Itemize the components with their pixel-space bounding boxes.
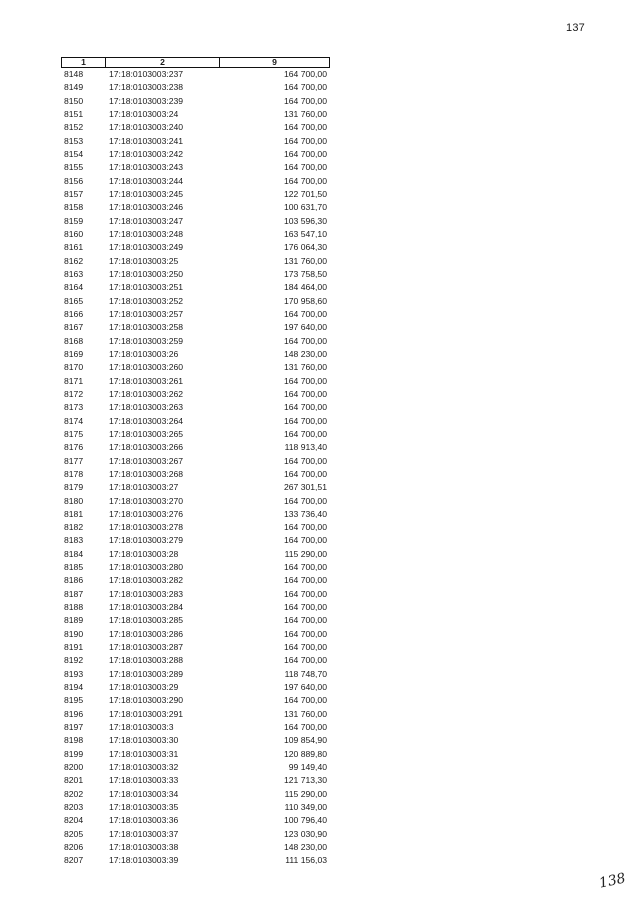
row-number: 8202 xyxy=(64,788,84,799)
table-row xyxy=(61,495,330,508)
row-number: 8172 xyxy=(64,388,84,399)
cadastral-value: 163 547,10 xyxy=(283,228,327,239)
row-number: 8173 xyxy=(64,402,84,413)
cadastral-value: 164 700,00 xyxy=(283,388,327,399)
cadastral-value: 164 700,00 xyxy=(283,415,327,426)
cadastral-value: 267 301,51 xyxy=(283,482,327,493)
table-row xyxy=(61,734,330,747)
cadastral-number: 17:18:0103003:238 xyxy=(109,82,184,93)
row-number: 8200 xyxy=(64,762,84,773)
data-table xyxy=(61,57,330,868)
cadastral-value: 173 758,50 xyxy=(283,268,327,279)
cadastral-number: 17:18:0103003:250 xyxy=(109,268,184,279)
table-row xyxy=(61,255,330,268)
row-number: 8203 xyxy=(64,802,84,813)
row-number: 8174 xyxy=(64,415,84,426)
cadastral-number: 17:18:0103003:249 xyxy=(109,242,184,253)
table-row xyxy=(61,361,330,374)
cadastral-value: 131 760,00 xyxy=(283,708,327,719)
header-col-2: 2 xyxy=(106,58,220,67)
cadastral-number: 17:18:0103003:265 xyxy=(109,428,184,439)
row-number: 8171 xyxy=(64,375,84,386)
cadastral-number: 17:18:0103003:264 xyxy=(109,415,184,426)
cadastral-value: 121 713,30 xyxy=(283,775,327,786)
cadastral-value: 115 290,00 xyxy=(284,548,327,559)
table-row xyxy=(61,801,330,814)
cadastral-value: 164 700,00 xyxy=(283,468,327,479)
cadastral-number: 17:18:0103003:237 xyxy=(109,69,184,79)
cadastral-value: 164 700,00 xyxy=(283,175,327,186)
cadastral-number: 17:18:0103003:29 xyxy=(109,682,179,693)
row-number: 8148 xyxy=(64,69,84,79)
cadastral-number: 17:18:0103003:288 xyxy=(109,655,184,666)
table-row xyxy=(61,641,330,654)
row-number: 8186 xyxy=(64,575,84,586)
cadastral-number: 17:18:0103003:243 xyxy=(109,162,184,173)
row-number: 8158 xyxy=(64,202,84,213)
cadastral-number: 17:18:0103003:289 xyxy=(109,668,184,679)
table-row xyxy=(61,228,330,241)
cadastral-number: 17:18:0103003:24 xyxy=(109,108,179,119)
row-number: 8182 xyxy=(64,522,84,533)
table-row xyxy=(61,188,330,201)
row-number: 8189 xyxy=(64,615,84,626)
cadastral-value: 120 889,80 xyxy=(283,748,327,759)
cadastral-number: 17:18:0103003:25 xyxy=(109,255,179,266)
cadastral-number: 17:18:0103003:263 xyxy=(109,402,184,413)
cadastral-number: 17:18:0103003:290 xyxy=(109,695,184,706)
page-number: 137 xyxy=(566,22,585,34)
cadastral-number: 17:18:0103003:241 xyxy=(109,135,184,146)
cadastral-value: 197 640,00 xyxy=(283,682,327,693)
cadastral-value: 115 290,00 xyxy=(284,788,327,799)
cadastral-value: 184 464,00 xyxy=(283,282,327,293)
cadastral-number: 17:18:0103003:244 xyxy=(109,175,184,186)
table-row xyxy=(61,468,330,481)
table-row xyxy=(61,548,330,561)
table-row xyxy=(61,668,330,681)
table-row xyxy=(61,335,330,348)
cadastral-number: 17:18:0103003:260 xyxy=(109,362,184,373)
table-row xyxy=(61,81,330,94)
cadastral-value: 197 640,00 xyxy=(283,322,327,333)
cadastral-number: 17:18:0103003:240 xyxy=(109,122,184,133)
row-number: 8180 xyxy=(64,495,84,506)
row-number: 8159 xyxy=(64,215,84,226)
cadastral-number: 17:18:0103003:282 xyxy=(109,575,184,586)
cadastral-value: 118 748,70 xyxy=(284,668,327,679)
cadastral-value: 164 700,00 xyxy=(283,602,327,613)
cadastral-number: 17:18:0103003:27 xyxy=(109,482,179,493)
header-col-1: 1 xyxy=(62,58,106,67)
cadastral-value: 131 760,00 xyxy=(283,362,327,373)
table-row xyxy=(61,201,330,214)
cadastral-value: 118 913,40 xyxy=(284,442,327,453)
row-number: 8192 xyxy=(64,655,84,666)
table-row xyxy=(61,828,330,841)
row-number: 8207 xyxy=(64,855,84,866)
cadastral-number: 17:18:0103003:259 xyxy=(109,335,184,346)
cadastral-value: 99 149,40 xyxy=(288,762,327,773)
cadastral-value: 164 700,00 xyxy=(283,335,327,346)
table-row xyxy=(61,694,330,707)
row-number: 8163 xyxy=(64,268,84,279)
table-row xyxy=(61,521,330,534)
cadastral-number: 17:18:0103003:270 xyxy=(109,495,184,506)
cadastral-value: 148 230,00 xyxy=(283,348,327,359)
row-number: 8156 xyxy=(64,175,84,186)
row-number: 8196 xyxy=(64,708,84,719)
cadastral-value: 164 700,00 xyxy=(283,148,327,159)
table-row xyxy=(61,788,330,801)
table-row xyxy=(61,588,330,601)
cadastral-number: 17:18:0103003:35 xyxy=(109,802,179,813)
cadastral-number: 17:18:0103003:245 xyxy=(109,188,184,199)
cadastral-value: 164 700,00 xyxy=(283,588,327,599)
cadastral-value: 164 700,00 xyxy=(283,535,327,546)
cadastral-value: 164 700,00 xyxy=(283,162,327,173)
cadastral-number: 17:18:0103003:3 xyxy=(109,722,174,733)
cadastral-value: 164 700,00 xyxy=(283,575,327,586)
cadastral-number: 17:18:0103003:36 xyxy=(109,815,179,826)
table-row xyxy=(61,534,330,547)
table-row xyxy=(61,508,330,521)
table-row xyxy=(61,161,330,174)
cadastral-value: 164 700,00 xyxy=(283,69,327,79)
row-number: 8205 xyxy=(64,828,84,839)
table-row xyxy=(61,681,330,694)
cadastral-number: 17:18:0103003:28 xyxy=(109,548,179,559)
cadastral-number: 17:18:0103003:247 xyxy=(109,215,184,226)
cadastral-number: 17:18:0103003:261 xyxy=(109,375,184,386)
row-number: 8162 xyxy=(64,255,84,266)
row-number: 8178 xyxy=(64,468,84,479)
table-row xyxy=(61,455,330,468)
cadastral-number: 17:18:0103003:248 xyxy=(109,228,184,239)
table-row xyxy=(61,654,330,667)
row-number: 8204 xyxy=(64,815,84,826)
cadastral-value: 100 631,70 xyxy=(283,202,327,213)
cadastral-number: 17:18:0103003:285 xyxy=(109,615,184,626)
cadastral-number: 17:18:0103003:34 xyxy=(109,788,179,799)
table-row xyxy=(61,295,330,308)
table-row xyxy=(61,388,330,401)
row-number: 8153 xyxy=(64,135,84,146)
cadastral-value: 133 736,40 xyxy=(283,508,327,519)
cadastral-value: 164 700,00 xyxy=(283,82,327,93)
row-number: 8190 xyxy=(64,628,84,639)
cadastral-number: 17:18:0103003:267 xyxy=(109,455,184,466)
table-row xyxy=(61,574,330,587)
row-number: 8166 xyxy=(64,308,84,319)
cadastral-number: 17:18:0103003:266 xyxy=(109,442,184,453)
header-col-9: 9 xyxy=(272,57,277,67)
cadastral-number: 17:18:0103003:246 xyxy=(109,202,184,213)
cadastral-number: 17:18:0103003:283 xyxy=(109,588,184,599)
table-row xyxy=(61,614,330,627)
row-number: 8183 xyxy=(64,535,84,546)
cadastral-value: 111 156,03 xyxy=(285,855,327,866)
cadastral-value: 164 700,00 xyxy=(283,428,327,439)
table-row xyxy=(61,135,330,148)
cadastral-value: 164 700,00 xyxy=(283,562,327,573)
cadastral-value: 109 854,90 xyxy=(283,735,327,746)
table-row xyxy=(61,428,330,441)
table-row xyxy=(61,601,330,614)
cadastral-number: 17:18:0103003:280 xyxy=(109,562,184,573)
cadastral-number: 17:18:0103003:39 xyxy=(109,855,179,866)
row-number: 8199 xyxy=(64,748,84,759)
cadastral-value: 164 700,00 xyxy=(283,628,327,639)
table-row xyxy=(61,748,330,761)
cadastral-number: 17:18:0103003:26 xyxy=(109,348,179,359)
cadastral-value: 103 596,30 xyxy=(283,215,327,226)
table-row xyxy=(61,401,330,414)
table-row xyxy=(61,814,330,827)
handwritten-page-mark: 138 xyxy=(597,870,628,892)
row-number: 8179 xyxy=(64,482,84,493)
cadastral-value: 148 230,00 xyxy=(283,842,327,853)
cadastral-number: 17:18:0103003:287 xyxy=(109,642,184,653)
row-number: 8170 xyxy=(64,362,84,373)
row-number: 8177 xyxy=(64,455,84,466)
cadastral-number: 17:18:0103003:279 xyxy=(109,535,184,546)
row-number: 8198 xyxy=(64,735,84,746)
cadastral-number: 17:18:0103003:284 xyxy=(109,602,184,613)
cadastral-number: 17:18:0103003:278 xyxy=(109,522,184,533)
row-number: 8191 xyxy=(64,642,84,653)
cadastral-value: 164 700,00 xyxy=(283,122,327,133)
cadastral-number: 17:18:0103003:30 xyxy=(109,735,179,746)
table-row xyxy=(61,215,330,228)
cadastral-value: 131 760,00 xyxy=(283,255,327,266)
row-number: 8194 xyxy=(64,682,84,693)
cadastral-number: 17:18:0103003:33 xyxy=(109,775,179,786)
cadastral-value: 100 796,40 xyxy=(283,815,327,826)
table-row xyxy=(61,95,330,108)
row-number: 8181 xyxy=(64,508,84,519)
table-row xyxy=(61,241,330,254)
cadastral-value: 164 700,00 xyxy=(283,135,327,146)
cadastral-number: 17:18:0103003:32 xyxy=(109,762,179,773)
table-row xyxy=(61,841,330,854)
table-row xyxy=(61,148,330,161)
table-row xyxy=(61,281,330,294)
table-row xyxy=(61,375,330,388)
table-row xyxy=(61,321,330,334)
table-body xyxy=(61,68,330,868)
row-number: 8160 xyxy=(64,228,84,239)
cadastral-value: 123 030,90 xyxy=(283,828,327,839)
cadastral-value: 164 700,00 xyxy=(283,655,327,666)
cadastral-number: 17:18:0103003:38 xyxy=(109,842,179,853)
row-number: 8164 xyxy=(64,282,84,293)
cadastral-value: 164 700,00 xyxy=(283,495,327,506)
row-number: 8155 xyxy=(64,162,84,173)
row-number: 8161 xyxy=(64,242,84,253)
cadastral-value: 164 700,00 xyxy=(283,642,327,653)
row-number: 8187 xyxy=(64,588,84,599)
row-number: 8169 xyxy=(64,348,84,359)
row-number: 8193 xyxy=(64,668,84,679)
cadastral-number: 17:18:0103003:31 xyxy=(109,748,179,759)
cadastral-value: 122 701,50 xyxy=(283,188,327,199)
table-row xyxy=(61,348,330,361)
row-number: 8157 xyxy=(64,188,84,199)
cadastral-number: 17:18:0103003:262 xyxy=(109,388,184,399)
cadastral-value: 164 700,00 xyxy=(283,95,327,106)
row-number: 8150 xyxy=(64,95,84,106)
table-row xyxy=(61,761,330,774)
row-number: 8168 xyxy=(64,335,84,346)
table-row xyxy=(61,268,330,281)
row-number: 8185 xyxy=(64,562,84,573)
cadastral-number: 17:18:0103003:257 xyxy=(109,308,184,319)
table-header xyxy=(61,57,330,68)
table-row xyxy=(61,561,330,574)
table-row xyxy=(61,774,330,787)
table-row xyxy=(61,108,330,121)
cadastral-number: 17:18:0103003:251 xyxy=(109,282,184,293)
table-row xyxy=(61,721,330,734)
cadastral-number: 17:18:0103003:252 xyxy=(109,295,184,306)
cadastral-value: 176 064,30 xyxy=(283,242,327,253)
cadastral-value: 164 700,00 xyxy=(283,695,327,706)
table-row xyxy=(61,121,330,134)
table-row xyxy=(61,68,330,81)
cadastral-value: 170 958,60 xyxy=(283,295,327,306)
cadastral-value: 110 349,00 xyxy=(284,802,327,813)
cadastral-value: 164 700,00 xyxy=(283,455,327,466)
cadastral-number: 17:18:0103003:37 xyxy=(109,828,179,839)
row-number: 8149 xyxy=(64,82,84,93)
cadastral-value: 164 700,00 xyxy=(283,308,327,319)
row-number: 8152 xyxy=(64,122,84,133)
cadastral-number: 17:18:0103003:286 xyxy=(109,628,184,639)
row-number: 8188 xyxy=(64,602,84,613)
table-row xyxy=(61,628,330,641)
row-number: 8167 xyxy=(64,322,84,333)
table-row xyxy=(61,308,330,321)
cadastral-value: 164 700,00 xyxy=(283,722,327,733)
table-row xyxy=(61,415,330,428)
table-row xyxy=(61,854,330,867)
cadastral-value: 164 700,00 xyxy=(283,522,327,533)
table-row xyxy=(61,175,330,188)
row-number: 8184 xyxy=(64,548,84,559)
table-row xyxy=(61,441,330,454)
cadastral-value: 164 700,00 xyxy=(283,402,327,413)
cadastral-number: 17:18:0103003:276 xyxy=(109,508,184,519)
cadastral-value: 131 760,00 xyxy=(283,108,327,119)
row-number: 8206 xyxy=(64,842,84,853)
row-number: 8197 xyxy=(64,722,84,733)
row-number: 8151 xyxy=(64,108,84,119)
row-number: 8165 xyxy=(64,295,84,306)
row-number: 8175 xyxy=(64,428,84,439)
cadastral-value: 164 700,00 xyxy=(283,375,327,386)
cadastral-number: 17:18:0103003:242 xyxy=(109,148,184,159)
table-row xyxy=(61,481,330,494)
table-row xyxy=(61,708,330,721)
row-number: 8154 xyxy=(64,148,84,159)
row-number: 8195 xyxy=(64,695,84,706)
cadastral-value: 164 700,00 xyxy=(283,615,327,626)
cadastral-number: 17:18:0103003:258 xyxy=(109,322,184,333)
cadastral-number: 17:18:0103003:268 xyxy=(109,468,184,479)
row-number: 8176 xyxy=(64,442,84,453)
cadastral-number: 17:18:0103003:291 xyxy=(109,708,184,719)
cadastral-number: 17:18:0103003:239 xyxy=(109,95,184,106)
row-number: 8201 xyxy=(64,775,84,786)
